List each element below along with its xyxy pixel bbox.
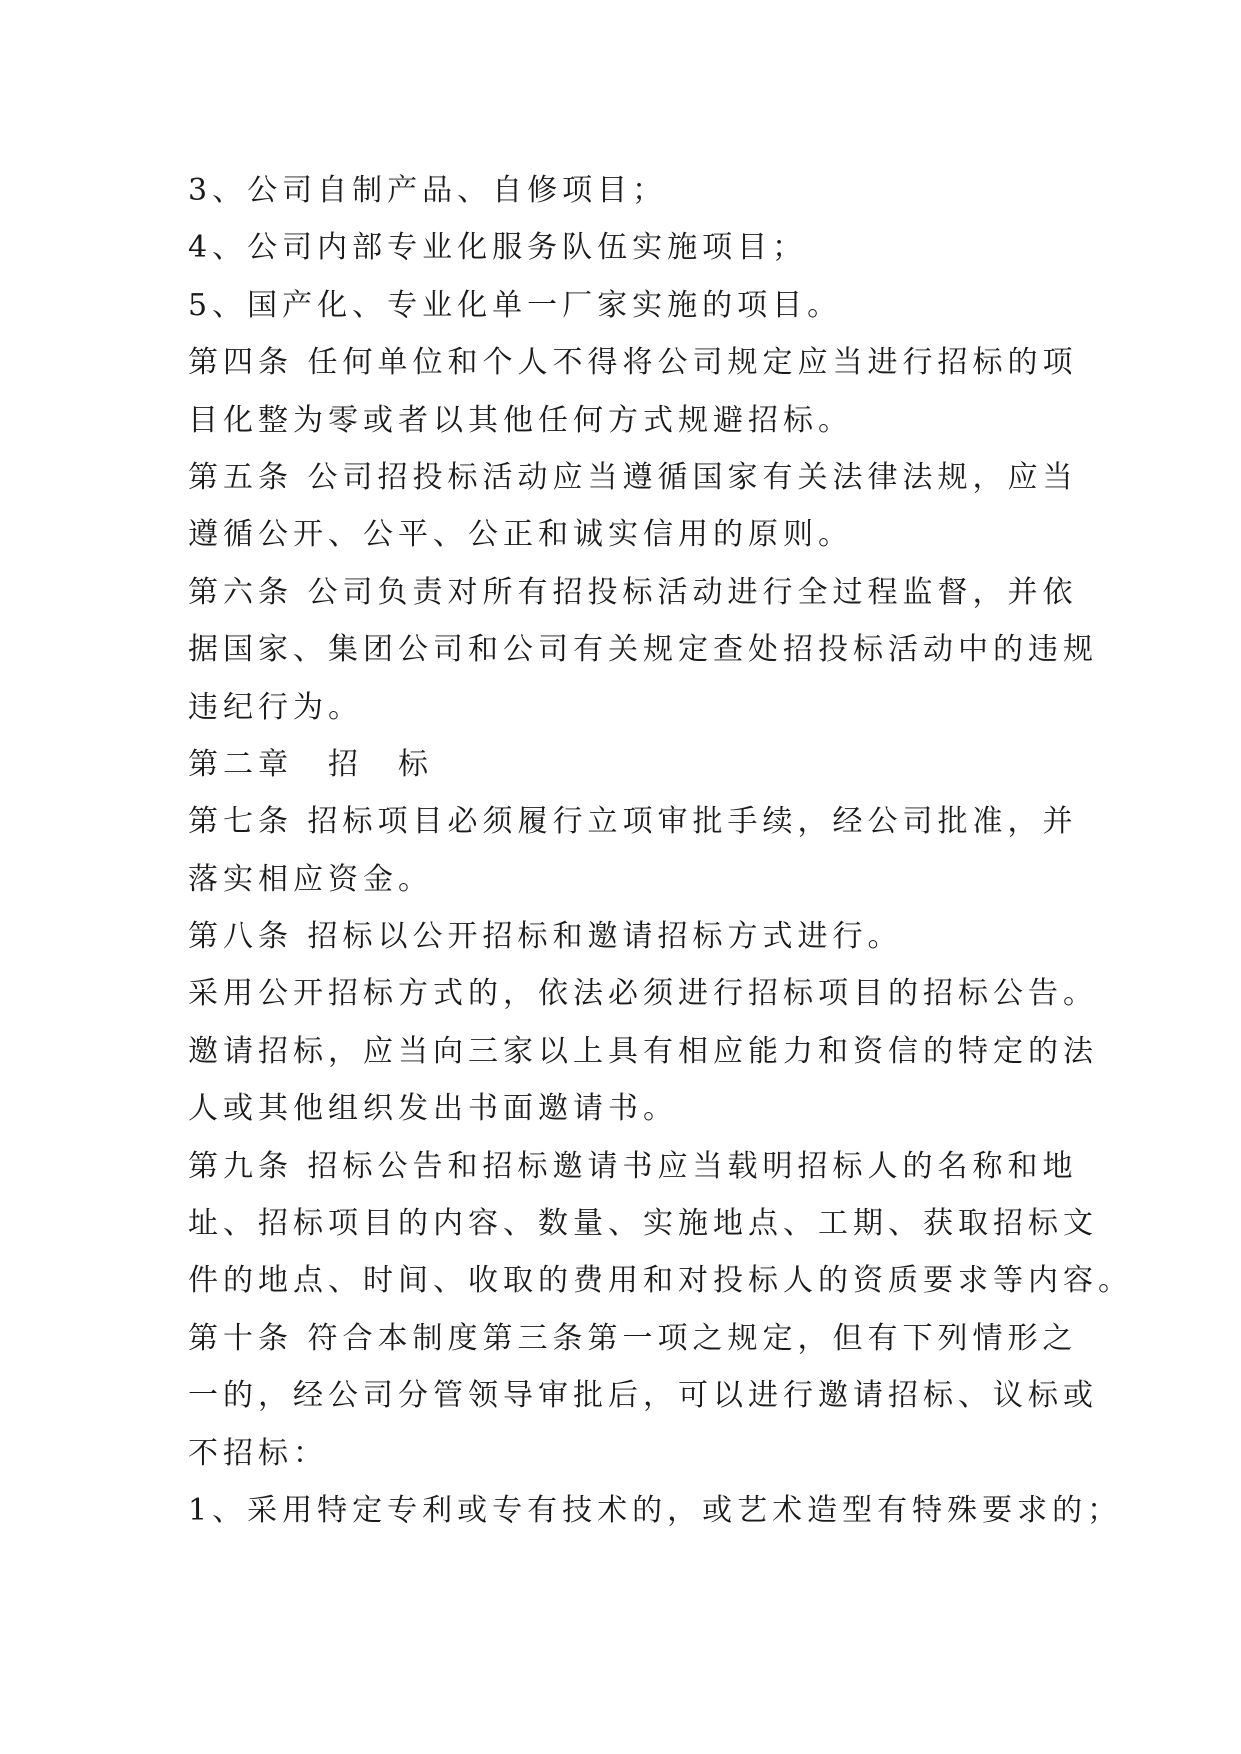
text-line: 遵循公开、公平、公正和诚实信用的原则。: [188, 517, 853, 553]
text-line: 一的，经公司分管领导审批后，可以进行邀请招标、议标或: [188, 1378, 1098, 1414]
text-line: 第八条 招标以公开招标和邀请招标方式进行。: [188, 919, 903, 955]
text-line: 1、采用特定专利或专有技术的，或艺术造型有特殊要求的；: [188, 1492, 1123, 1528]
text-line: 邀请招标，应当向三家以上具有相应能力和资信的特定的法: [188, 1033, 1098, 1069]
text-line: 采用公开招标方式的，依法必须进行招标项目的招标公告。: [188, 976, 1098, 1012]
text-line: 人或其他组织发出书面邀请书。: [188, 1091, 678, 1127]
text-line: 3、公司自制产品、自修项目；: [188, 173, 668, 208]
text-line: 目化整为零或者以其他任何方式规避招标。: [188, 402, 853, 438]
text-line: 5、国产化、专业化单一厂家实施的项目。: [188, 287, 843, 323]
text-line: 第九条 招标公告和招标邀请书应当载明招标人的名称和地: [188, 1148, 1078, 1184]
text-line: 第五条 公司招投标活动应当遵循国家有关法律法规，应当: [188, 459, 1078, 495]
text-line: 据国家、集团公司和公司有关规定查处招投标活动中的违规: [188, 632, 1098, 668]
chapter-heading: 第二章 招 标: [188, 746, 433, 782]
text-line: 第四条 任何单位和个人不得将公司规定应当进行招标的项: [188, 345, 1078, 381]
document-body: [188, 162, 1133, 1539]
text-line: 第十条 符合本制度第三条第一项之规定，但有下列情形之: [188, 1320, 1078, 1356]
text-line: 件的地点、时间、收取的费用和对投标人的资质要求等内容。: [188, 1263, 1133, 1299]
text-line: 4、公司内部专业化服务队伍实施项目；: [188, 230, 808, 266]
text-line: 第七条 招标项目必须履行立项审批手续，经公司批准，并: [188, 804, 1078, 840]
text-line: 违纪行为。: [188, 689, 363, 725]
text-line: 址、招标项目的内容、数量、实施地点、工期、获取招标文: [188, 1206, 1098, 1242]
text-line: 不招标：: [188, 1435, 328, 1471]
text-line: 第六条 公司负责对所有招投标活动进行全过程监督，并依: [188, 574, 1078, 610]
text-line: 落实相应资金。: [188, 861, 433, 897]
